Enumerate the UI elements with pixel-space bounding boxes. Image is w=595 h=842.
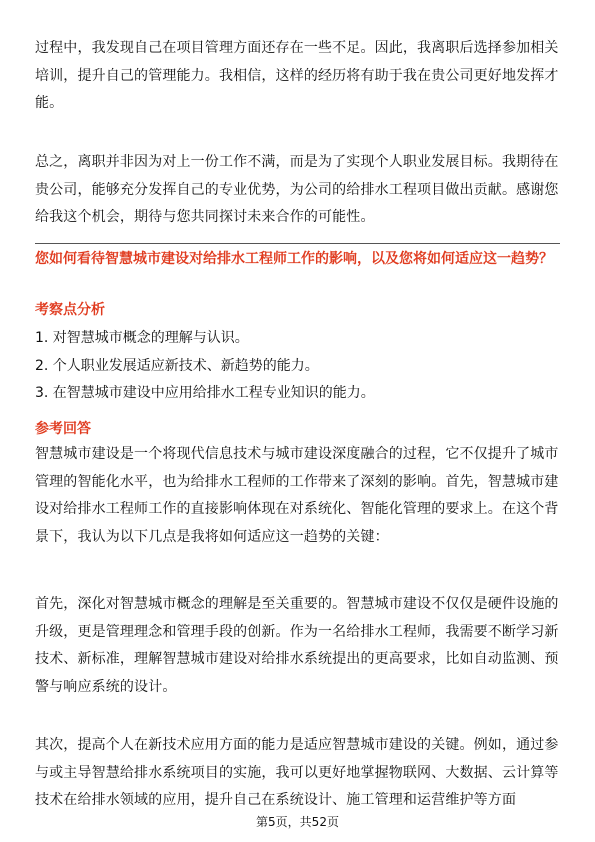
paragraph-intro-continuation: 过程中，我发现自己在项目管理方面还存在一些不足。因此，我离职后选择参加相关培训，提升自己的管理能力。我相信，这样的经历将有助于我在贵公司更好地发挥才能。 [35,40,559,112]
list-item: 2. 个人职业发展适应新技术、新趋势的能力。 [35,357,319,374]
answer-paragraph: 智慧城市建设是一个将现代信息技术与城市建设深度融合的过程，它不仅提升了城市管理的智能化水平，也为给排水工程师的工作带来了深刻的影响。首先，智慧城市建设对给排水工程师工作的直接影响体现在对系统化、智能化管理的要求上。在这个背景下，我认为以下几点是我将如何适应这一趋势的关键： [35,446,559,545]
page-number: 第5页，共52页 [256,815,339,829]
list-item: 3. 在智慧城市建设中应用给排水工程专业知识的能力。 [35,385,375,401]
answer-paragraph: 首先，深化对智慧城市概念的理解是至关重要的。智慧城市建设不仅仅是硬件设施的升级，更是管理理念和管理手段的创新。作为一名给排水工程师，我需要不断学习新技术、新标准，理解智慧城市建设对给排水系统提出的更高要求，比如自动监测、预警与响应系统的设计。 [35,596,559,695]
answer-heading: 参考回答 [35,421,91,437]
analysis-heading: 考察点分析 [35,302,105,318]
question-title: 您如何看待智慧城市建设对给排水工程师工作的影响，以及您将如何适应这一趋势？ [35,251,553,267]
paragraph-conclusion: 总之，离职并非因为对上一份工作不满，而是为了实现个人职业发展目标。我期待在贵公司，能够充分发挥自己的专业优势，为公司的给排水工程项目做出贡献。感谢您给我这个机会，期待与您共同探讨未来合作的可能性。 [35,154,559,226]
analysis-list [35,325,563,408]
list-item: 1. 对智慧城市概念的理解与认识。 [35,330,249,346]
answer-paragraph: 其次，提高个人在新技术应用方面的能力是适应智慧城市建设的关键。例如，通过参与或主导智慧给排水系统项目的实施，我可以更好地掌握物联网、大数据、云计算等技术在给排水领域的应用，提升自己在系统设计、施工管理和运营维护等方面 [35,737,559,809]
section-divider [35,243,560,244]
